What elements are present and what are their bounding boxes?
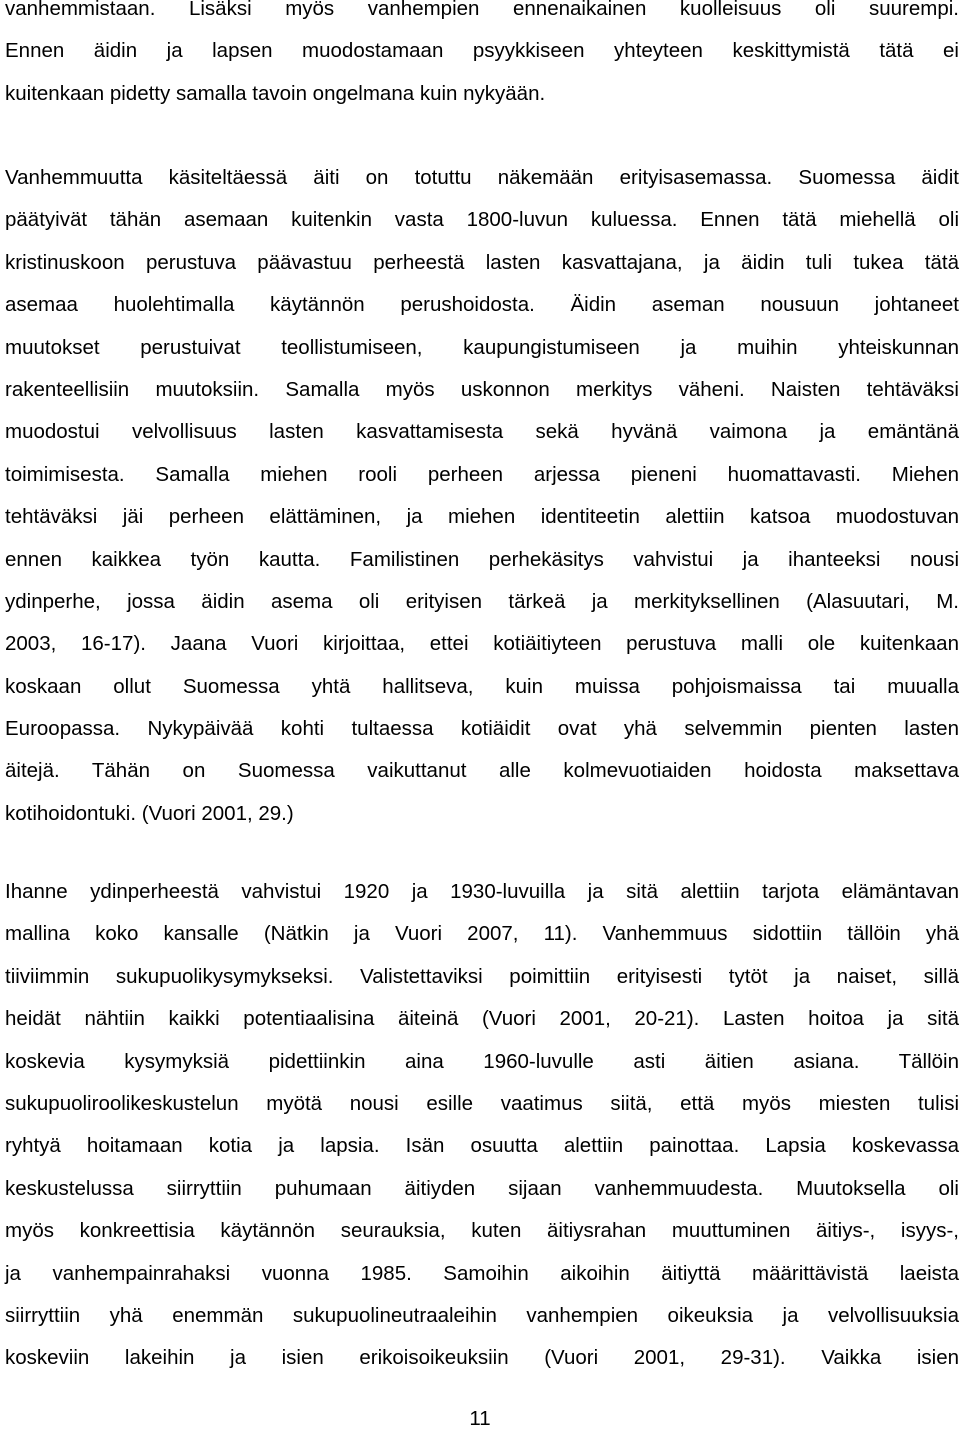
text-line: muutokset perustuivat teollistumiseen, kaupungistumiseen ja muihin yhteiskunnan (5, 335, 959, 359)
text-line: ennen kaikkea työn kautta. Familistinen perhekäsitys vahvistui ja ihanteeksi nousi (5, 547, 959, 571)
text-line: heidät nähtiin kaikki potentiaalisina äiteinä (Vuori 2001, 20-21). Lasten hoitoa ja sitä (5, 1007, 959, 1031)
paragraph-2 (5, 157, 959, 835)
text-line: äitejä. Tähän on Suomessa vaikuttanut alle kolmevuotiaiden hoidosta maksettava (5, 759, 959, 783)
text-line: rakenteellisiin muutoksiin. Samalla myös uskonnon merkitys väheni. Naisten tehtäväksi (5, 377, 959, 401)
text-line: kuitenkaan pidetty samalla tavoin ongelmana kuin nykyään. (5, 81, 546, 105)
text-line: koskeviin lakeihin ja isien erikoisoikeuksiin (Vuori 2001, 29-31). Vaikka isien (5, 1346, 959, 1370)
text-line: vanhemmistaan. Lisäksi myös vanhempien ennenaikainen kuolleisuus oli suurempi. (5, 0, 959, 20)
text-line: sukupuoliroolikeskustelun myötä nousi esille vaatimus siitä, että myös miesten tulisi (5, 1091, 959, 1115)
text-line: muodostui velvollisuus lasten kasvattamisesta sekä hyvänä vaimona ja emäntänä (5, 420, 959, 444)
text-line: tiiviimmin sukupuolikysymykseksi. Valistettaviksi poimittiin erityisesti tytöt ja naiset, sillä (5, 964, 959, 988)
text-line: koskaan ollut Suomessa yhtä hallitseva, kuin muissa pohjoismaissa tai muualla (5, 674, 959, 698)
text-line: keskustelussa siirryttiin puhumaan äitiyden sijaan vanhemmuudesta. Muutoksella oli (5, 1176, 959, 1200)
text-line: ryhtyä hoitamaan kotia ja lapsia. Isän osuutta alettiin painottaa. Lapsia koskevassa (5, 1134, 959, 1158)
text-line: kristinuskoon perustuva päävastuu perheestä lasten kasvattajana, ja äidin tuli tukea tätä (5, 250, 959, 274)
text-line: myös konkreettisia käytännön seurauksia, kuten äitiysrahan muuttuminen äitiys-, isyys-, (5, 1219, 959, 1243)
text-line: Vanhemmuutta käsiteltäessä äiti on totuttu näkemään erityisasemassa. Suomessa äidit (5, 166, 959, 189)
text-line: siirryttiin yhä enemmän sukupuolineutraaleihin vanhempien oikeuksia ja velvollisuuksia (5, 1303, 959, 1327)
text-line: Euroopassa. Nykypäivää kohti tultaessa kotiäidit ovat yhä selvemmin pienten lasten (5, 717, 959, 741)
text-line: asemaa huolehtimalla käytännön perushoidosta. Äidin aseman nousuun johtaneet (5, 293, 959, 317)
text-line: tehtäväksi jäi perheen elättäminen, ja miehen identiteetin alettiin katsoa muodostuvan (5, 505, 959, 529)
text-line: toimimisesta. Samalla miehen rooli perheen arjessa pieneni huomattavasti. Miehen (5, 462, 959, 486)
text-line: Ennen äidin ja lapsen muodostamaan psyykkiseen yhteyteen keskittymistä tätä ei (5, 39, 959, 63)
page-number: 11 (469, 1407, 491, 1430)
text-line: kotihoidontuki. (Vuori 2001, 29.) (5, 801, 294, 825)
paragraph-1 (5, 0, 959, 115)
text-line: ydinperhe, jossa äidin asema oli erityisen tärkeä ja merkityksellinen (Alasuutari, M. (5, 589, 959, 613)
text-line: ja vanhempainrahaksi vuonna 1985. Samoihin aikoihin äitiyttä määrittävistä laeista (5, 1261, 959, 1285)
text-line: koskevia kysymyksiä pidettiinkin aina 1960-luvulle asti äitien asiana. Tällöin (5, 1049, 959, 1073)
text-line: Ihanne ydinperheestä vahvistui 1920 ja 1930-luvuilla ja sitä alettiin tarjota elämäntavan (5, 880, 959, 903)
paragraph-3 (5, 871, 959, 1380)
text-line: päätyivät tähän asemaan kuitenkin vasta 1800-luvun kuluessa. Ennen tätä miehellä oli (5, 208, 959, 232)
text-line: mallina koko kansalle (Nätkin ja Vuori 2007, 11). Vanhemmuus sidottiin tällöin yhä (5, 922, 959, 946)
text-line: 2003, 16-17). Jaana Vuori kirjoittaa, ettei kotiäitiyteen perustuva malli ole kuitenkaan (5, 632, 959, 656)
